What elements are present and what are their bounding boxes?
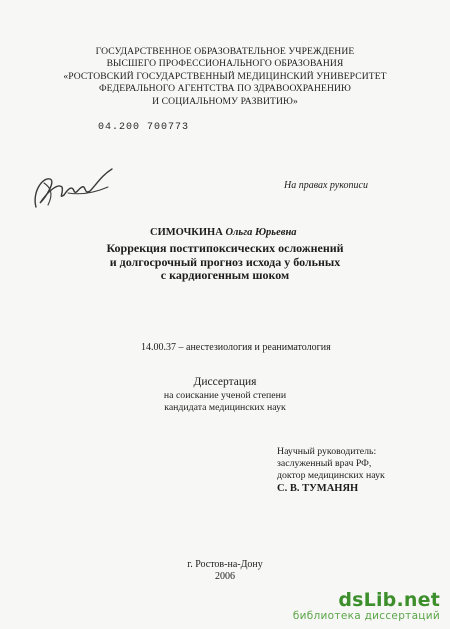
- city: г. Ростов-на-Дону: [187, 559, 263, 570]
- title-line: с кардиогенным шоком: [160, 268, 290, 282]
- degree-line: кандидата медицинских наук: [164, 402, 286, 413]
- degree-line: на соискание ученой степени: [163, 390, 287, 401]
- watermark-tagline: библиотека диссертаций: [292, 610, 440, 622]
- year: 2006: [215, 571, 235, 583]
- supervisor-line: Научный руководитель:: [277, 446, 377, 457]
- dissertation-degree: [0, 390, 450, 414]
- scientific-supervisor: [277, 446, 385, 495]
- institution-line: И СОЦИАЛЬНОМУ РАЗВИТИЮ»: [152, 95, 298, 107]
- library-stamp-number: 04.200 700773: [98, 122, 190, 133]
- title-line: Коррекция постгипоксических осложнений: [106, 241, 344, 255]
- author-name: [150, 227, 297, 238]
- watermark-logo[interactable]: dsLib.net: [338, 589, 440, 611]
- thesis-title: [0, 242, 450, 283]
- author-given-names: Ольга Юрьевна: [225, 227, 297, 238]
- dissertation-heading: Диссертация: [193, 376, 257, 388]
- site-watermark[interactable]: [293, 590, 440, 623]
- institution-header: [0, 46, 450, 108]
- handwritten-signature: [28, 163, 120, 215]
- institution-line: «РОСТОВСКИЙ ГОСУДАРСТВЕННЫЙ МЕДИЦИНСКИЙ УНИВЕРСИТЕТ: [63, 70, 387, 82]
- supervisor-line: заслуженный врач РФ,: [277, 458, 372, 470]
- institution-line: ФЕДЕРАЛЬНОГО АГЕНТСТВА ПО ЗДРАВООХРАНЕНИЮ: [98, 83, 352, 95]
- institution-line: ВЫСШЕГО ПРОФЕССИОНАЛЬНОГО ОБРАЗОВАНИЯ: [106, 58, 344, 70]
- supervisor-line: доктор медицинских наук: [277, 470, 385, 482]
- institution-line: ГОСУДАРСТВЕННОЕ ОБРАЗОВАТЕЛЬНОЕ УЧРЕЖДЕНИЕ: [95, 46, 355, 57]
- specialty-code: 14.00.37 – анестезиология и реаниматология: [141, 342, 331, 353]
- title-line: и долгосрочный прогноз исхода у больных: [109, 254, 341, 269]
- rights-note: На правах рукописи: [284, 180, 368, 191]
- author-surname: СИМОЧКИНА: [150, 227, 223, 238]
- supervisor-name: С. В. ТУМАНЯН: [277, 482, 359, 494]
- place-and-year: [0, 559, 450, 583]
